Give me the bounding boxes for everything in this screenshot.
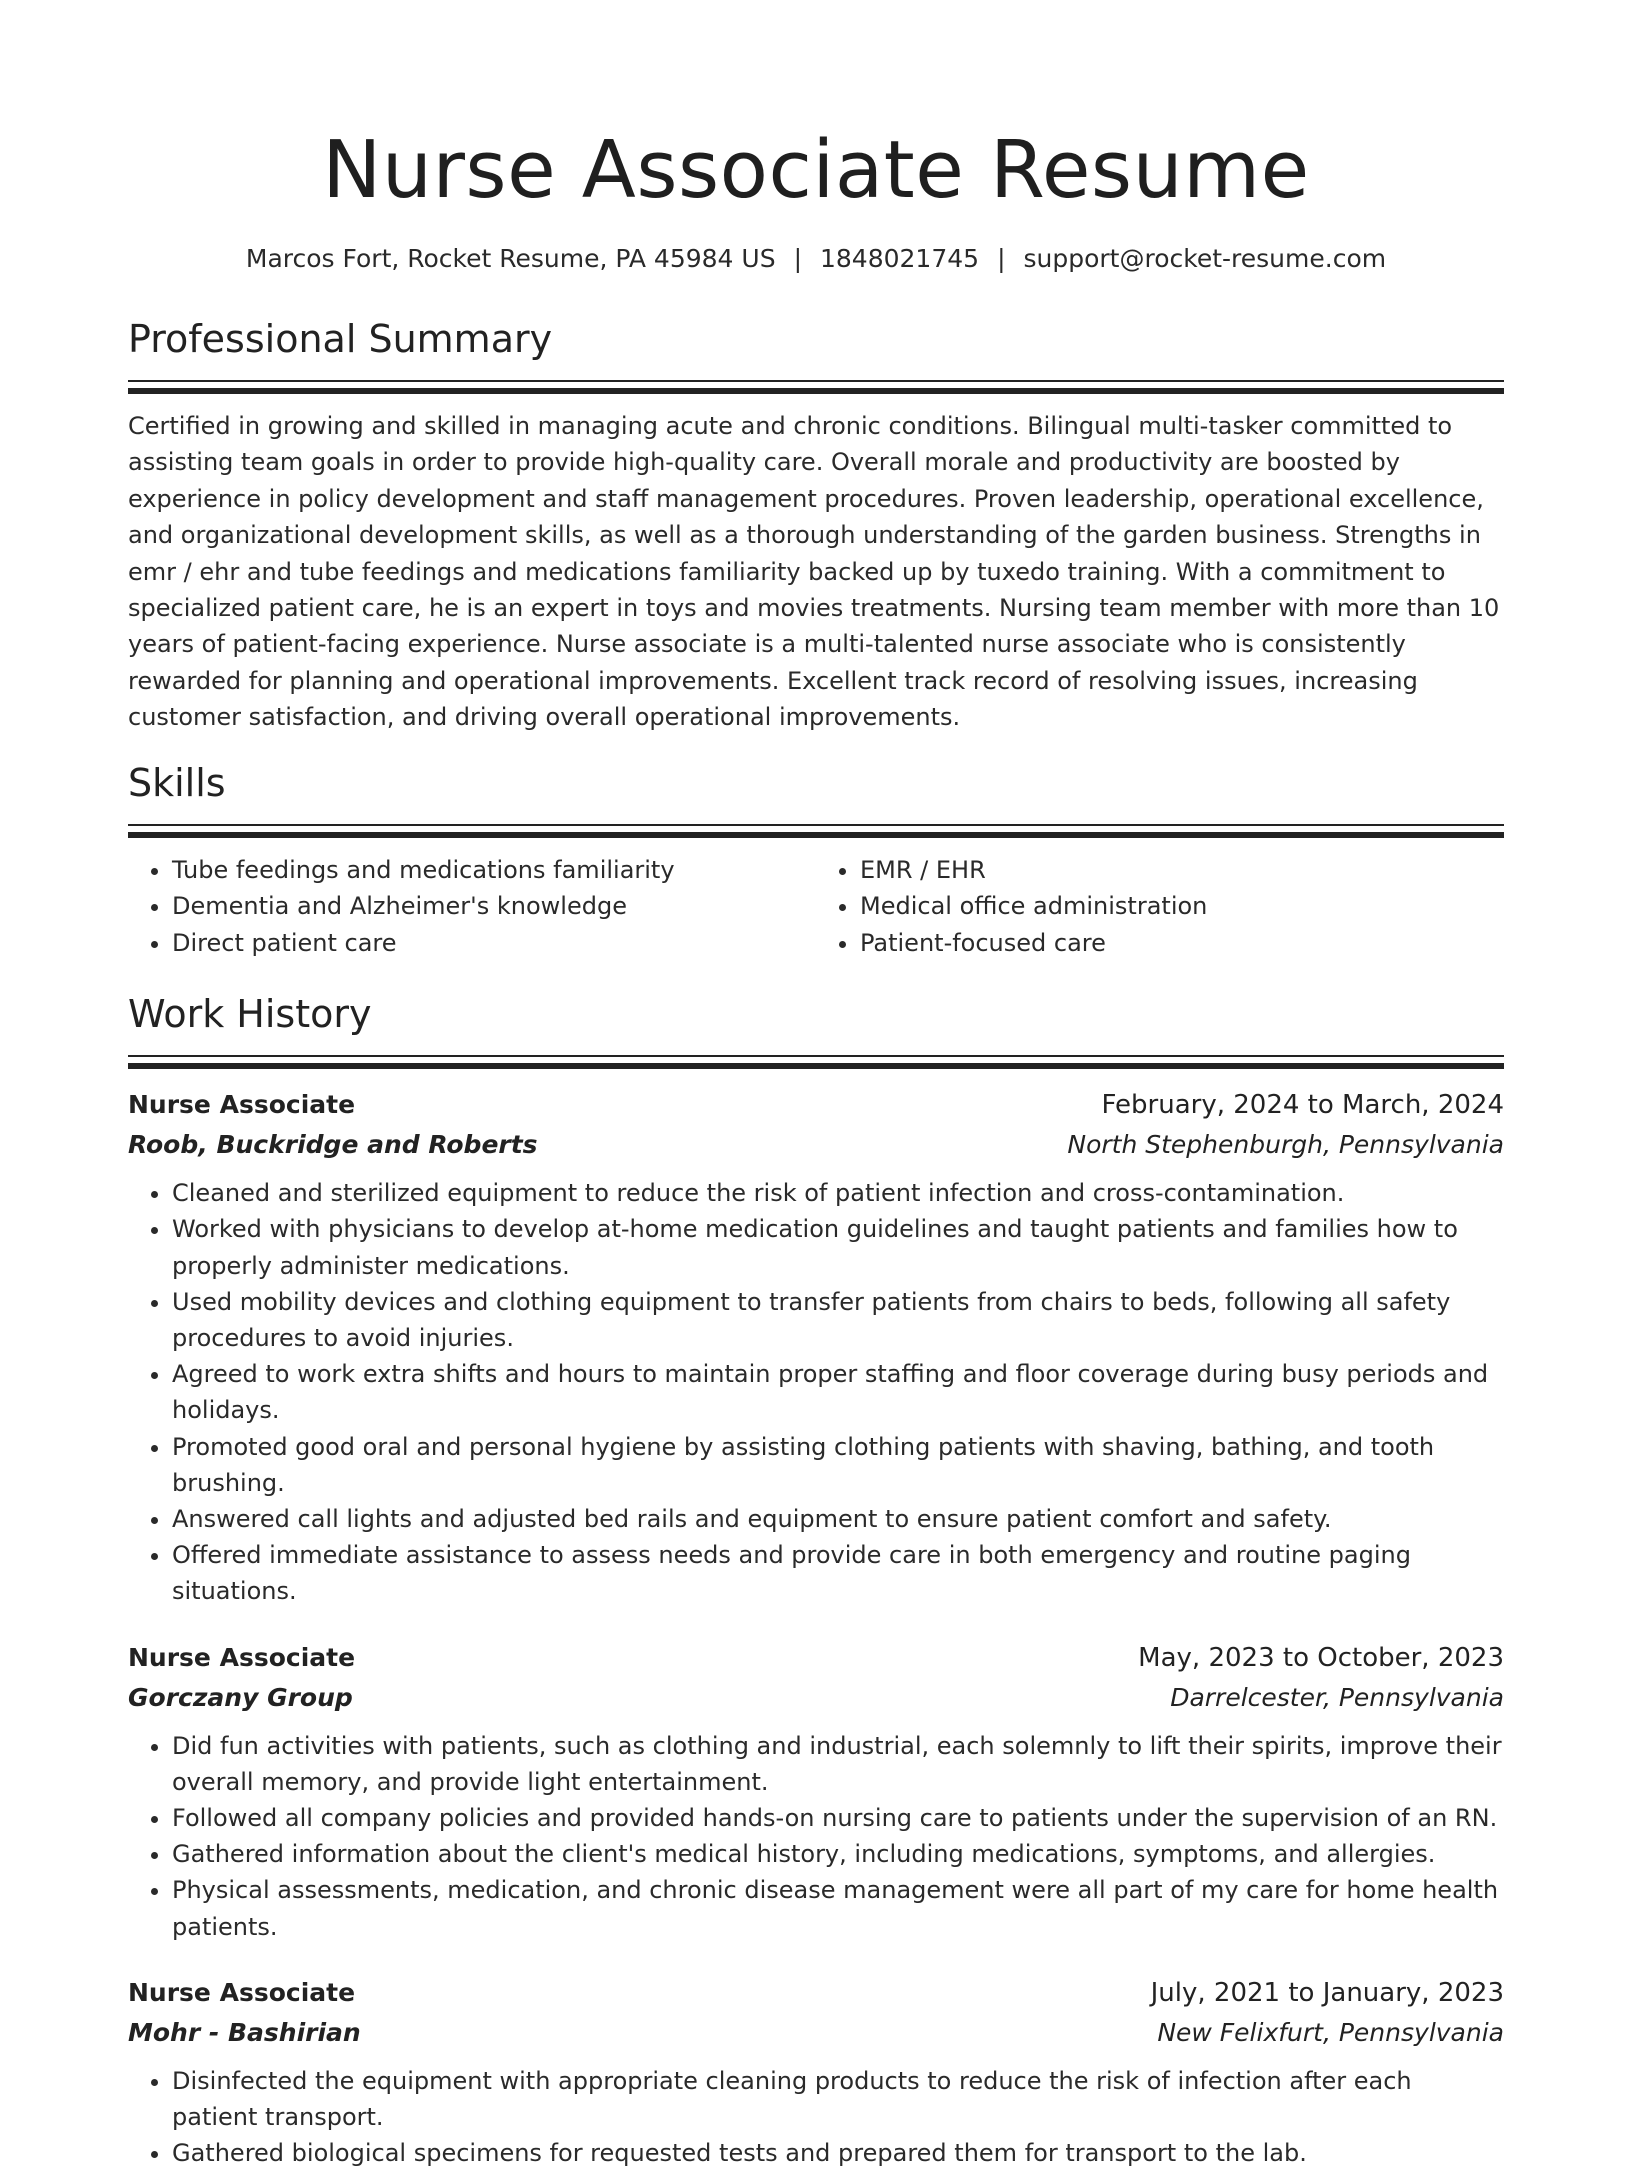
job-bullet: • Cleaned and sterilized equipment to reduce the risk of patient infection and cross-contamination. bbox=[172, 1175, 1504, 1211]
job-bullets bbox=[128, 1175, 1504, 1609]
section-divider-thick bbox=[128, 832, 1504, 838]
summary-text: Certified in growing and skilled in managing acute and chronic conditions. Bilingual multi-tasker committed to assisting team goals in order to provide high-quality care. Overall morale and productivity are boosted by experience in policy development and staff management procedures. Proven leadership, operational excellence, and organizational development skills, as well as a thorough understanding of the garden business. Strengths in emr / ehr and tube feedings and medications familiarity backed up by tuxedo training. With a commitment to specialized patient care, he is an expert in toys and movies treatments. Nursing team member with more than 10 years of patient-facing experience. Nurse associate is a multi-talented nurse associate who is consistently rewarded for planning and operational improvements. Excellent track record of resolving issues, increasing customer satisfaction, and driving overall operational improvements. bbox=[128, 412, 1500, 732]
job-location: Darrelcester, Pennsylvania bbox=[1170, 1682, 1504, 1712]
contact-phone: 1848021745 bbox=[820, 244, 980, 273]
contact-separator: | bbox=[793, 244, 802, 273]
job-bullets bbox=[128, 1728, 1504, 1945]
resume-page bbox=[128, 0, 1504, 2171]
job-title: Nurse Associate bbox=[128, 1642, 356, 1672]
job-company: Gorczany Group bbox=[128, 1682, 353, 1712]
section-heading-summary: Professional Summary bbox=[128, 317, 553, 361]
contact-address: Marcos Fort, Rocket Resume, PA 45984 US bbox=[245, 244, 776, 273]
section-divider bbox=[128, 1055, 1504, 1057]
job-dates: July, 2021 to January, 2023 bbox=[1150, 1977, 1504, 2008]
job-bullet: • Answered call lights and adjusted bed rails and equipment to ensure patient comfort and safety. bbox=[172, 1501, 1504, 1537]
skills-list bbox=[128, 852, 1504, 962]
skill-item: • Tube feedings and medications familiarity bbox=[172, 852, 816, 889]
job-bullet: • Disinfected the equipment with appropriate cleaning products to reduce the risk of infection after each patient transport. bbox=[172, 2063, 1504, 2135]
skills-column-right bbox=[816, 852, 1504, 962]
job-header-row bbox=[128, 1085, 1504, 1125]
job-entry bbox=[128, 1085, 1504, 1609]
section-heading-skills: Skills bbox=[128, 760, 226, 805]
job-employer-row bbox=[128, 2013, 1504, 2053]
job-bullet: • Gathered information about the client's medical history, including medications, symptoms, and allergies. bbox=[172, 1836, 1504, 1872]
skill-item: • Patient-focused care bbox=[860, 925, 1504, 962]
job-employer-row bbox=[128, 1678, 1504, 1718]
skill-item: • Dementia and Alzheimer's knowledge bbox=[172, 888, 816, 925]
skill-item: • Direct patient care bbox=[172, 925, 816, 962]
job-location: North Stephenburgh, Pennsylvania bbox=[1067, 1130, 1504, 1160]
job-header-row bbox=[128, 1638, 1504, 1678]
contact-email[interactable]: support@rocket-resume.com bbox=[1023, 244, 1387, 273]
section-heading-work-history: Work History bbox=[128, 992, 372, 1037]
section-divider bbox=[128, 380, 1504, 382]
section-divider-thick bbox=[128, 1063, 1504, 1069]
job-header-row bbox=[128, 1973, 1504, 2013]
job-location: New Felixfurt, Pennsylvania bbox=[1157, 2017, 1504, 2047]
section-divider-thick bbox=[128, 388, 1504, 394]
skill-item: • EMR / EHR bbox=[860, 852, 1504, 889]
job-entry bbox=[128, 1973, 1504, 2171]
job-bullet: • Promoted good oral and personal hygiene by assisting clothing patients with shaving, bathing, and tooth brushing. bbox=[172, 1429, 1504, 1501]
job-title: Nurse Associate bbox=[128, 1090, 356, 1120]
job-company: Roob, Buckridge and Roberts bbox=[128, 1130, 538, 1160]
job-bullet: • Followed all company policies and provided hands-on nursing care to patients under the supervision of an RN. bbox=[172, 1800, 1504, 1836]
job-bullet: • Physical assessments, medication, and chronic disease management were all part of my care for home health patients. bbox=[172, 1872, 1504, 1944]
job-company: Mohr - Bashirian bbox=[128, 2017, 361, 2047]
job-dates: February, 2024 to March, 2024 bbox=[1101, 1090, 1504, 1121]
job-bullets bbox=[128, 2063, 1504, 2171]
section-divider bbox=[128, 824, 1504, 826]
job-title: Nurse Associate bbox=[128, 1977, 356, 2007]
contact-line bbox=[128, 242, 1504, 276]
skill-item: • Medical office administration bbox=[860, 888, 1504, 925]
work-history-section bbox=[128, 989, 1504, 2171]
skills-column-left bbox=[128, 852, 816, 962]
summary-section bbox=[128, 314, 1504, 736]
job-entry bbox=[128, 1638, 1504, 1945]
contact-separator: | bbox=[997, 244, 1006, 273]
job-bullet: • Offered immediate assistance to assess needs and provide care in both emergency and routine paging situations. bbox=[172, 1537, 1504, 1609]
job-employer-row bbox=[128, 1125, 1504, 1165]
job-dates: May, 2023 to October, 2023 bbox=[1138, 1642, 1504, 1673]
job-bullet: • Used mobility devices and clothing equipment to transfer patients from chairs to beds, following all safety procedures to avoid injuries. bbox=[172, 1284, 1504, 1356]
job-bullet: • Gathered biological specimens for requested tests and prepared them for transport to the lab. bbox=[172, 2135, 1504, 2171]
job-bullet: • Did fun activities with patients, such as clothing and industrial, each solemnly to lift their spirits, improve their overall memory, and provide light entertainment. bbox=[172, 1728, 1504, 1800]
job-bullet: • Agreed to work extra shifts and hours to maintain proper staffing and floor coverage during busy periods and holidays. bbox=[172, 1356, 1504, 1428]
resume-title: Nurse Associate Resume bbox=[322, 124, 1310, 216]
skills-section bbox=[128, 758, 1504, 962]
job-bullet: • Worked with physicians to develop at-home medication guidelines and taught patients and families how to properly administer medications. bbox=[172, 1211, 1504, 1283]
